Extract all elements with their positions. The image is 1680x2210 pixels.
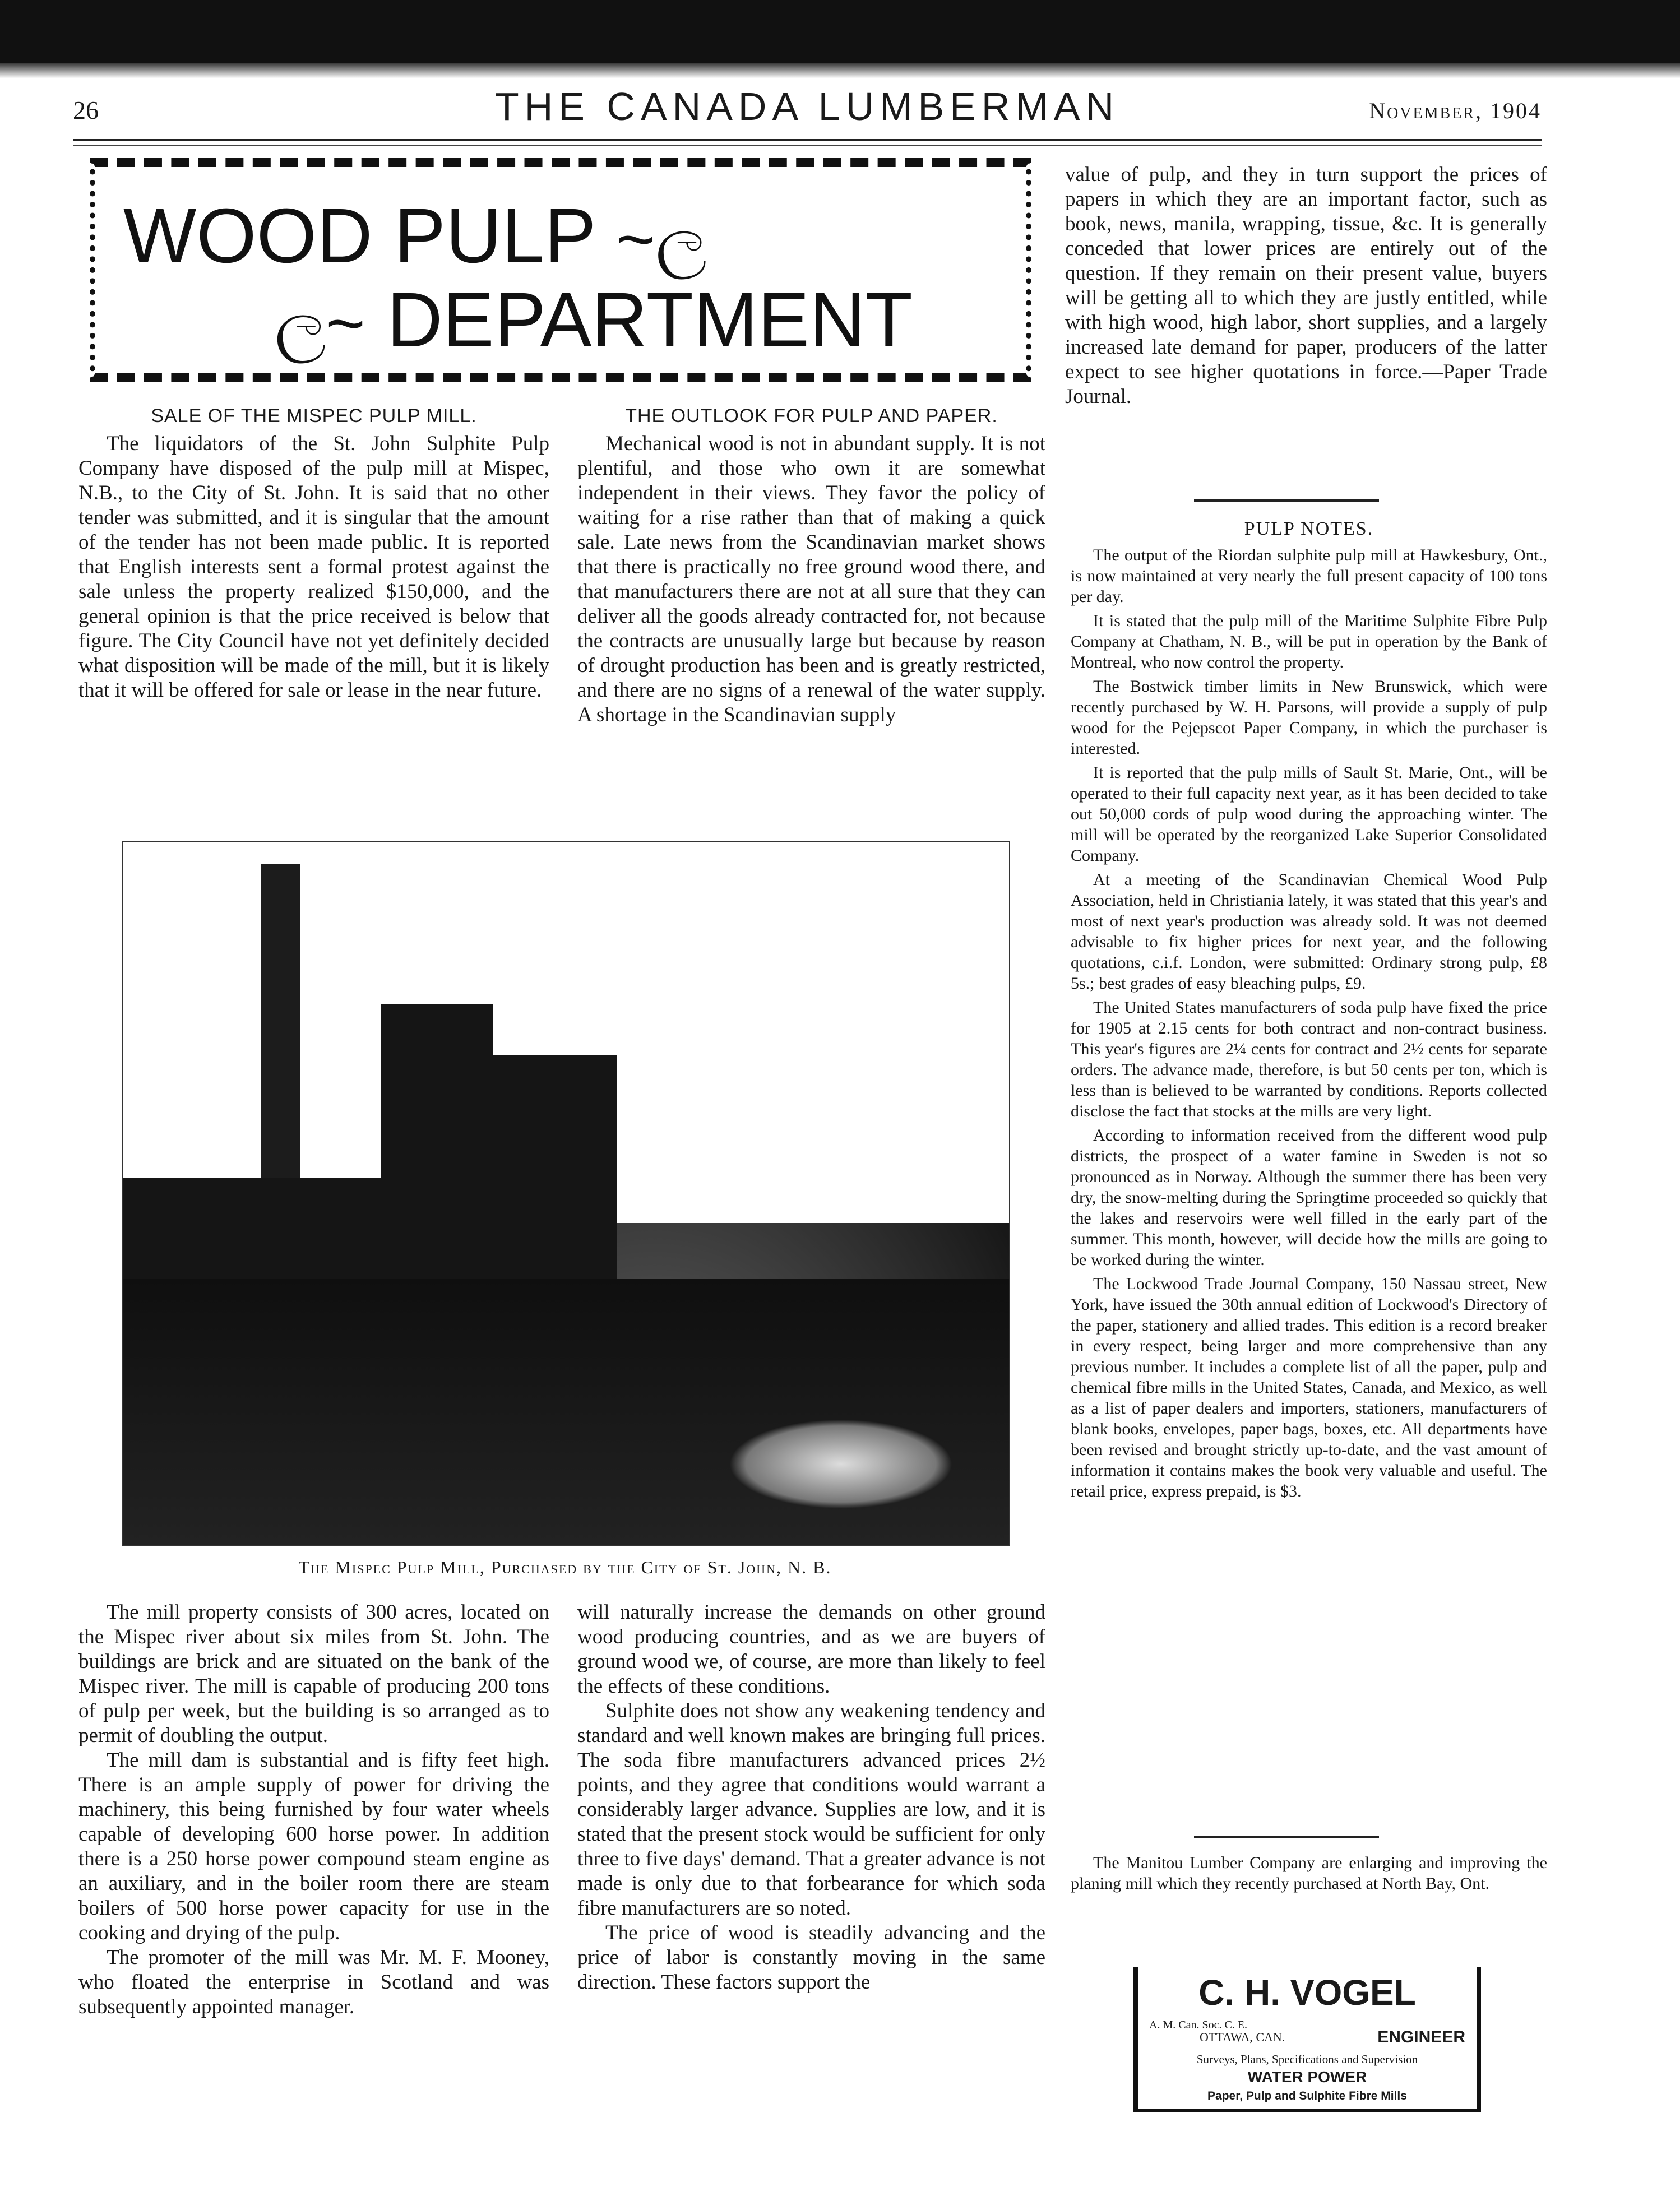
article-paragraph: The mill dam is substantial and is fifty feet high. There is an ample supply of power for driving the machinery, this being furnished by four water wheels capable of developing 600 horse power. In addition there is a 250 horse power compound steam engine as an auxiliary, and in the boiler room there are steam boilers of 500 horse power capacity for use in the cooking and drying of the pulp. bbox=[78, 1749, 549, 1944]
pulp-note: The output of the Riordan sulphite pulp mill at Hawkesbury, Ont., is now maintained at very nearly the full present capacity of 100 tons per day. bbox=[1071, 546, 1547, 606]
pulp-notes bbox=[1071, 518, 1547, 1505]
scroll-ornament-icon: ල~ bbox=[275, 286, 365, 361]
photo-caption: The Mispec Pulp Mill, Purchased by the City of St. John, N. B. bbox=[298, 1557, 832, 1577]
banner-line-1 bbox=[123, 193, 707, 279]
article-heading: SALE OF THE MISPEC PULP MILL. bbox=[151, 405, 477, 427]
scroll-ornament-icon: ~ල bbox=[616, 202, 707, 277]
vogel-advertisement bbox=[1133, 1967, 1481, 2112]
pulp-note: It is stated that the pulp mill of the Maritime Sulphite Fibre Pulp Company at Chatham, N. B., will be put in operation by the Bank of Montreal, who now control the property. bbox=[1071, 611, 1547, 671]
advertiser-name: C. H. VOGEL bbox=[1198, 1972, 1416, 2013]
section-divider bbox=[1194, 499, 1379, 502]
pulp-note: The Bostwick timber limits in New Brunswick, which were recently purchased by W. H. Parsons, will provide a supply of pulp wood for the Pejepscot Paper Company, in which the purchaser is interested. bbox=[1071, 677, 1547, 758]
article-paragraph: will naturally increase the demands on other ground wood producing countries, and as we are buyers of ground wood we, of course, are more than likely to feel the effects of these conditions. bbox=[577, 1601, 1045, 1698]
article-heading: THE OUTLOOK FOR PULP AND PAPER. bbox=[625, 405, 998, 427]
page-header bbox=[73, 84, 1542, 135]
advertiser-credentials: A. M. Can. Soc. C. E. bbox=[1149, 2019, 1247, 2031]
pulp-notes-heading: PULP NOTES. bbox=[1244, 518, 1374, 539]
mill-photograph bbox=[122, 841, 1010, 1546]
page-number: 26 bbox=[73, 96, 99, 124]
banner-word-department: DEPARTMENT bbox=[386, 277, 913, 363]
pulp-note: At a meeting of the Scandinavian Chemical Wood Pulp Association, held in Christiania lately, it was stated that this year's and most of next year's production was already sold. It was not deemed advisable to fix higher prices for next year, and the following quotations, c.i.f. London, were submitted: Ordinary strong pulp, £8 5s.; best grades of easy bleaching pulps, £9. bbox=[1071, 870, 1547, 993]
pulp-note: The United States manufacturers of soda pulp have fixed the price for 1905 at 2.15 cents for both contract and non-contract business. This year's figures are 2¼ cents for contract and 2½ cents for separate orders. The advance made, therefore, is but 50 cents per ton, which is less than is believed to be warranted by conditions. Reports collected disclose the fact that stocks at the mills are very light. bbox=[1071, 998, 1547, 1120]
article-paragraph: value of pulp, and they in turn support the prices of papers in which they are an important factor, such as book, news, manila, wrapping, tissue, &c. It is generally conceded that lower prices are entirely out of the question. If they remain on their present value, buyers will be getting all to which they are justly entitled, while with high wood, high labor, short supplies, and a largely increased late demand for paper, producers of the latter expect to see higher quotations in force.—Paper Trade Journal. bbox=[1065, 163, 1547, 408]
pulp-note: The Manitou Lumber Company are enlarging and improving the planing mill which they recently purchased at North Bay, Ont. bbox=[1071, 1854, 1547, 1893]
pulp-notes-extra bbox=[1071, 1852, 1547, 1897]
article-sale-bottom bbox=[78, 1600, 549, 2019]
pulp-note: It is reported that the pulp mills of Sault St. Marie, Ont., will be operated to their full capacity next year, as it has been decided to take out 50,000 cords of pulp wood during the approaching winter. The mill will be operated by the reorganized Lake Superior Consolidated Company. bbox=[1071, 763, 1547, 865]
pulp-note: The Lockwood Trade Journal Company, 150 Nassau street, New York, have issued the 30th annual edition of Lockwood's Directory of the paper, stationery and allied trades. This edition is a record breaker in every respect, being larger and more comprehensive than any previous number. It includes a complete list of all the paper, pulp and chemical fibre mills in the United States, Canada, and Mexico, as well as a list of paper dealers and importers, stationers, manufacturers of blank books, envelopes, paper bags, boxes, etc. All departments have been revised and brought strictly up-to-date, and the vast amount of information it contains makes the book very valuable and useful. The retail price, express prepaid, is $3. bbox=[1071, 1275, 1547, 1500]
article-paragraph: The promoter of the mill was Mr. M. F. Mooney, who floated the enterprise in Scotland and was subsequently appointed manager. bbox=[78, 1946, 549, 2018]
advertiser-services: Surveys, Plans, Specifications and Supervision bbox=[1196, 2053, 1418, 2066]
scan-edge-bar bbox=[0, 0, 1680, 66]
department-banner bbox=[90, 158, 1031, 382]
advertiser-city: OTTAWA, CAN. bbox=[1200, 2030, 1285, 2044]
photo-water bbox=[729, 1419, 953, 1509]
article-paragraph: Mechanical wood is not in abundant supply. It is not plentiful, and those who own it are somewhat independent in their views. They favor the policy of waiting for a rise rather than that of making a quick sale. Late news from the Scandinavian market shows that there is practically no free ground wood there, and that manufacturers there are not at all sure that they can deliver all the goods already contracted for, not because the contracts are unusually large but because by reason of drought production has been and is greatly restricted, and there are no signs of a renewal of the water supply. A shortage in the Scandinavian supply bbox=[577, 432, 1045, 726]
article-paragraph: The mill property consists of 300 acres, located on the Mispec river about six miles from St. John. The buildings are brick and are situated on the bank of the Mispec river. The mill is capable of producing 200 tons of pulp per week, but the building is so arranged as to permit of doubling the output. bbox=[78, 1601, 549, 1747]
photo-mill-building bbox=[482, 1055, 617, 1296]
issue-date: November, 1904 bbox=[1369, 98, 1542, 123]
banner-line-2 bbox=[275, 277, 913, 363]
header-rule bbox=[73, 139, 1542, 141]
advertiser-title: ENGINEER bbox=[1377, 2028, 1465, 2046]
banner-word-wood-pulp: WOOD PULP bbox=[123, 193, 595, 279]
article-paragraph: The price of wood is steadily advancing and the price of labor is constantly moving in the same direction. These factors support the bbox=[577, 1921, 1045, 1994]
article-outlook-continued bbox=[1065, 163, 1547, 409]
article-outlook-bottom bbox=[577, 1600, 1045, 1995]
article-paragraph: Sulphite does not show any weakening tendency and standard and well known makes are bringing full prices. The soda fibre manufacturers advanced prices 2½ points, and they agree that conditions would warrant a considerably larger advance. Supplies are low, and it is stated that the present stock would be sufficient for only three to five days' demand. That a greater advance is not made is only due to that forbearance for which soda fibre manufacturers are so noted. bbox=[577, 1699, 1045, 1920]
pulp-note: According to information received from the different wood pulp districts, the prospect of a water famine in Sweden is not so pronounced as in Norway. Although the summer there has been very dry, the snow-melting during the Springtime proceeded so quickly that the lakes and reservoirs were well filled in the early part of the summer. This month, however, will decide how the mills are going to be worked during the winter. bbox=[1071, 1126, 1547, 1269]
header-rule-thin bbox=[73, 145, 1542, 146]
advertiser-industries: Paper, Pulp and Sulphite Fibre Mills bbox=[1207, 2089, 1407, 2102]
masthead: THE CANADA LUMBERMAN bbox=[494, 85, 1120, 128]
section-divider bbox=[1194, 1836, 1379, 1838]
advertiser-specialty: WATER POWER bbox=[1247, 2068, 1367, 2086]
article-paragraph: The liquidators of the St. John Sulphite Pulp Company have disposed of the pulp mill at Mispec, N.B., to the City of St. John. It is said that no other tender was submitted, and it is singular that the amount of the tender has not been made public. It is reported that English interests sent a formal protest against the sale unless the property realized $150,000, and the general opinion is that the price received is below that figure. The City Council have not yet definitely decided what disposition will be made of the mill, but it is likely that it will be offered for sale or lease in the near future. bbox=[78, 432, 549, 702]
article-outlook-top bbox=[577, 404, 1045, 728]
article-sale-top bbox=[78, 404, 549, 703]
